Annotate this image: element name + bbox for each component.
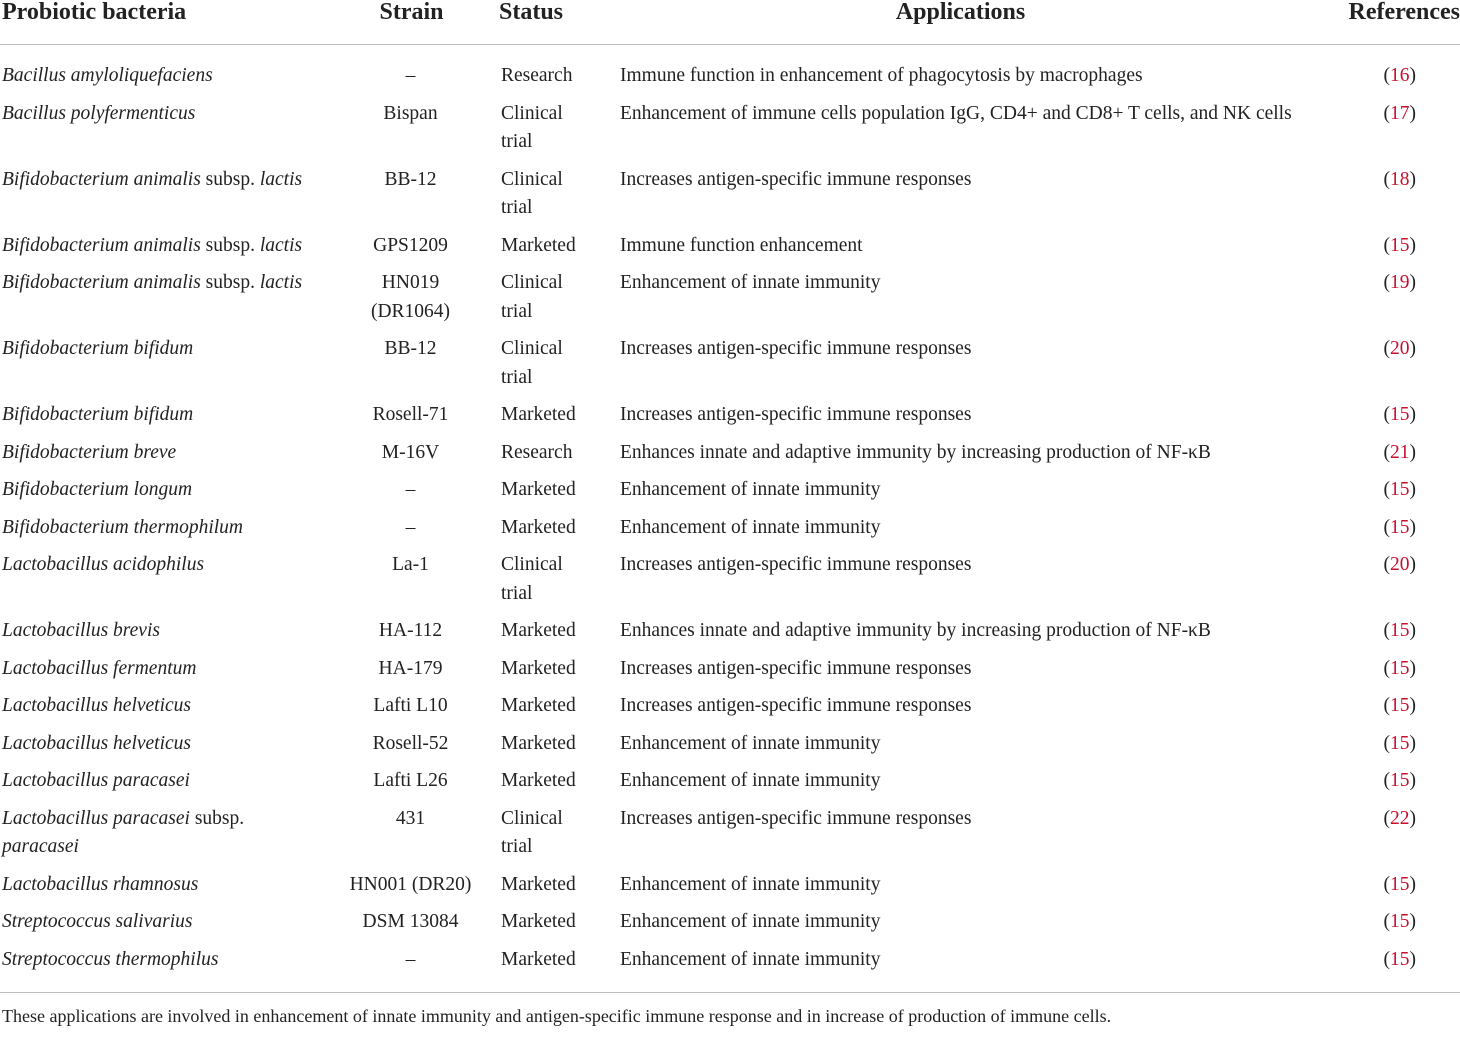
application-cell: Increases antigen-specific immune responses	[620, 168, 972, 190]
reference-link[interactable]: 15	[1390, 516, 1410, 538]
bacteria-subsp-name: lactis	[259, 272, 303, 293]
strain-cell: Rosell-71	[372, 404, 449, 425]
reference-link[interactable]: 15	[1390, 657, 1410, 679]
reference-link[interactable]: 15	[1390, 695, 1410, 716]
bacteria-genus: Lactobacillus rhamnosus	[2, 873, 199, 895]
bacteria-cell	[0, 548, 340, 614]
bacteria-cell	[0, 163, 340, 229]
strain-cell: BB-12	[384, 168, 437, 190]
table-row	[0, 229, 1460, 267]
bacteria-subsp-label: subsp.	[205, 168, 255, 190]
table-row	[0, 45, 1460, 97]
application-cell: Enhances innate and adaptive immunity by increasing production of NF-κB	[620, 441, 1211, 463]
bacteria-genus: Bifidobacterium animalis	[2, 234, 201, 256]
bacteria-genus: Lactobacillus brevis	[2, 620, 160, 641]
application-cell: Immune function enhancement	[620, 234, 863, 256]
bacteria-cell	[0, 905, 340, 943]
reference-link[interactable]: 20	[1390, 554, 1410, 575]
strain-cell: La-1	[392, 554, 429, 575]
reference-link[interactable]: 15	[1390, 620, 1410, 641]
bacteria-cell	[0, 802, 340, 868]
table-row	[0, 764, 1460, 802]
status-cell: Research	[501, 441, 573, 463]
reference-cell: (15)	[1383, 948, 1416, 970]
bacteria-genus: Streptococcus thermophilus	[2, 948, 219, 970]
table-row	[0, 802, 1460, 868]
bacteria-cell	[0, 689, 340, 727]
bacteria-cell	[0, 266, 340, 332]
reference-link[interactable]: 18	[1390, 168, 1410, 190]
table-row	[0, 97, 1460, 163]
header-status: Status	[481, 0, 599, 45]
strain-cell: Bispan	[383, 102, 438, 124]
status-cell: Clinical trial	[501, 272, 563, 322]
bacteria-genus: Bifidobacterium breve	[2, 441, 177, 463]
strain-cell: HN019 (DR1064)	[370, 272, 451, 322]
status-cell: Marketed	[501, 479, 576, 500]
application-cell: Enhancement of innate immunity	[620, 479, 881, 500]
strain-cell: Lafti L26	[373, 770, 448, 791]
bacteria-cell	[0, 943, 340, 993]
status-cell: Clinical trial	[501, 554, 563, 604]
bacteria-genus: Bifidobacterium thermophilum	[2, 516, 244, 538]
application-cell: Increases antigen-specific immune responses	[620, 404, 972, 425]
reference-cell: (15)	[1383, 234, 1416, 256]
bacteria-genus: Streptococcus salivarius	[2, 911, 193, 932]
application-cell: Increases antigen-specific immune responses	[620, 807, 972, 829]
reference-link[interactable]: 15	[1390, 479, 1410, 500]
strain-cell: –	[405, 516, 416, 538]
reference-cell: (21)	[1383, 441, 1416, 463]
bacteria-genus: Bifidobacterium bifidum	[2, 338, 194, 359]
bacteria-genus: Lactobacillus helveticus	[2, 732, 192, 754]
table-row	[0, 652, 1460, 690]
bacteria-cell	[0, 332, 340, 398]
bacteria-subsp-name: lactis	[259, 234, 303, 256]
reference-cell: (20)	[1383, 338, 1416, 359]
reference-link[interactable]: 15	[1390, 911, 1410, 932]
reference-cell: (15)	[1383, 770, 1416, 791]
status-cell: Clinical trial	[501, 807, 563, 857]
status-cell: Marketed	[501, 657, 576, 679]
application-cell: Enhancement of innate immunity	[620, 948, 881, 970]
bacteria-cell	[0, 764, 340, 802]
header-bacteria: Probiotic bacteria	[0, 0, 340, 45]
reference-link[interactable]: 15	[1390, 732, 1410, 754]
reference-link[interactable]: 20	[1390, 338, 1410, 359]
reference-cell: (19)	[1383, 272, 1416, 293]
table-row	[0, 163, 1460, 229]
strain-cell: Rosell-52	[372, 732, 449, 754]
reference-cell: (15)	[1383, 620, 1416, 641]
table-row	[0, 905, 1460, 943]
bacteria-cell	[0, 436, 340, 474]
bacteria-cell	[0, 473, 340, 511]
table-row	[0, 398, 1460, 436]
status-cell: Marketed	[501, 620, 576, 641]
bacteria-genus: Bifidobacterium animalis	[2, 168, 201, 190]
bacteria-cell	[0, 97, 340, 163]
bacteria-genus: Bifidobacterium animalis	[2, 272, 201, 293]
status-cell: Marketed	[501, 948, 576, 970]
bacteria-genus: Lactobacillus paracasei	[2, 807, 190, 829]
table-row	[0, 689, 1460, 727]
header-strain: Strain	[340, 0, 481, 45]
reference-cell: (15)	[1383, 479, 1416, 500]
bacteria-genus: Lactobacillus paracasei	[2, 770, 190, 791]
bacteria-genus: Bifidobacterium bifidum	[2, 404, 194, 425]
application-cell: Immune function in enhancement of phagocytosis by macrophages	[620, 65, 1143, 86]
status-cell: Marketed	[501, 404, 576, 425]
application-cell: Enhancement of innate immunity	[620, 272, 881, 293]
reference-cell: (15)	[1383, 732, 1416, 754]
status-cell: Clinical trial	[501, 102, 563, 152]
bacteria-genus: Lactobacillus helveticus	[2, 695, 192, 716]
header-applications: Applications	[599, 0, 1320, 45]
table-row	[0, 436, 1460, 474]
table-row	[0, 548, 1460, 614]
application-cell: Enhancement of innate immunity	[620, 770, 881, 791]
table-row	[0, 511, 1460, 549]
strain-cell: HN001 (DR20)	[349, 873, 472, 895]
reference-link[interactable]: 16	[1390, 65, 1410, 86]
bacteria-genus: Bacillus amyloliquefaciens	[2, 65, 213, 86]
reference-cell: (17)	[1383, 102, 1416, 124]
application-cell: Increases antigen-specific immune responses	[620, 657, 972, 679]
status-cell: Marketed	[501, 695, 576, 716]
strain-cell: Lafti L10	[373, 695, 448, 716]
reference-link[interactable]: 22	[1390, 807, 1410, 829]
status-cell: Marketed	[501, 234, 576, 256]
bacteria-cell	[0, 727, 340, 765]
table-row	[0, 727, 1460, 765]
application-cell: Enhancement of innate immunity	[620, 732, 881, 754]
bacteria-subsp-label: subsp.	[205, 272, 255, 293]
bacteria-cell	[0, 652, 340, 690]
strain-cell: –	[405, 948, 416, 970]
bacteria-cell	[0, 614, 340, 652]
status-cell: Clinical trial	[501, 338, 563, 388]
bacteria-cell	[0, 45, 340, 97]
reference-link[interactable]: 15	[1390, 873, 1410, 895]
reference-link[interactable]: 17	[1390, 102, 1410, 124]
bacteria-genus: Lactobacillus fermentum	[2, 657, 197, 679]
bacteria-genus: Bacillus polyfermenticus	[2, 102, 196, 124]
application-cell: Increases antigen-specific immune responses	[620, 338, 972, 359]
strain-cell: BB-12	[384, 338, 437, 359]
status-cell: Clinical trial	[501, 168, 563, 218]
reference-link[interactable]: 15	[1390, 948, 1410, 970]
strain-cell: GPS1209	[373, 234, 448, 256]
reference-link[interactable]: 19	[1390, 272, 1410, 293]
bacteria-cell	[0, 229, 340, 267]
table-row	[0, 868, 1460, 906]
application-cell: Increases antigen-specific immune responses	[620, 695, 972, 716]
table-row	[0, 332, 1460, 398]
table-row	[0, 473, 1460, 511]
header-row	[0, 0, 1460, 45]
strain-cell: 431	[395, 807, 426, 829]
table-row	[0, 943, 1460, 993]
table-footnote: These applications are involved in enhancement of innate immunity and antigen-specific immune response and in increase of production of immune cells.	[0, 993, 1460, 1028]
reference-cell: (15)	[1383, 695, 1416, 716]
strain-cell: HA-179	[378, 657, 443, 679]
reference-cell: (15)	[1383, 404, 1416, 425]
bacteria-genus: Bifidobacterium longum	[2, 479, 193, 500]
application-cell: Enhancement of innate immunity	[620, 516, 881, 538]
reference-cell: (15)	[1383, 516, 1416, 538]
reference-link[interactable]: 15	[1390, 404, 1410, 425]
reference-cell: (20)	[1383, 554, 1416, 575]
table-body	[0, 45, 1460, 993]
status-cell: Research	[501, 65, 573, 86]
reference-link[interactable]: 15	[1390, 770, 1410, 791]
table-row	[0, 614, 1460, 652]
bacteria-cell	[0, 511, 340, 549]
strain-cell: –	[405, 479, 416, 500]
bacteria-subsp-name: paracasei	[2, 836, 79, 857]
table-row	[0, 266, 1460, 332]
reference-cell: (15)	[1383, 657, 1416, 679]
bacteria-cell	[0, 868, 340, 906]
reference-link[interactable]: 21	[1390, 441, 1410, 463]
application-cell: Increases antigen-specific immune responses	[620, 554, 972, 575]
status-cell: Marketed	[501, 770, 576, 791]
reference-cell: (15)	[1383, 873, 1416, 895]
reference-cell: (16)	[1383, 65, 1416, 86]
bacteria-subsp-name: lactis	[259, 168, 303, 190]
reference-cell: (18)	[1383, 168, 1416, 190]
application-cell: Enhancement of immune cells population IgG, CD4+ and CD8+ T cells, and NK cells	[620, 102, 1292, 124]
reference-cell: (15)	[1383, 911, 1416, 932]
application-cell: Enhancement of innate immunity	[620, 911, 881, 932]
strain-cell: M-16V	[381, 441, 440, 463]
bacteria-subsp-label: subsp.	[205, 234, 255, 256]
status-cell: Marketed	[501, 873, 576, 895]
footnote-row	[0, 993, 1460, 1028]
strain-cell: –	[405, 65, 416, 86]
status-cell: Marketed	[501, 516, 576, 538]
reference-link[interactable]: 15	[1390, 234, 1410, 256]
header-references: References	[1320, 0, 1460, 45]
strain-cell: DSM 13084	[362, 911, 459, 932]
reference-cell: (22)	[1383, 807, 1416, 829]
status-cell: Marketed	[501, 911, 576, 932]
strain-cell: HA-112	[378, 620, 443, 641]
application-cell: Enhancement of innate immunity	[620, 873, 881, 895]
application-cell: Enhances innate and adaptive immunity by increasing production of NF-κB	[620, 620, 1211, 641]
bacteria-subsp-label: subsp.	[194, 807, 245, 829]
bacteria-cell	[0, 398, 340, 436]
status-cell: Marketed	[501, 732, 576, 754]
bacteria-genus: Lactobacillus acidophilus	[2, 554, 205, 575]
